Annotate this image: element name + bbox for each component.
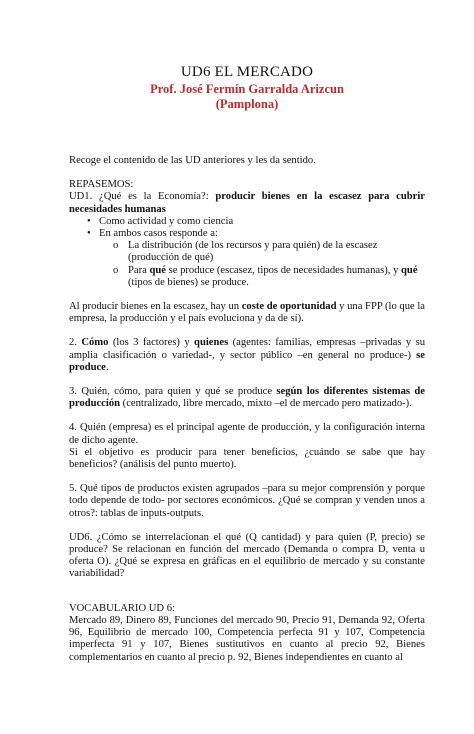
bold-term: Cómo: [81, 337, 109, 349]
intro-paragraph: Recoge el contenido de las UD anteriores y les da sentido.: [69, 155, 316, 166]
paragraph-3: [69, 386, 425, 410]
bullet-item: • En ambos casos responde a:: [69, 228, 425, 240]
subitem-text: (tipos de bienes) se produce.: [128, 276, 249, 288]
author-name: Prof. José Fermín Garralda Arizcun: [150, 82, 344, 96]
ud1-prefix: UD1. ¿Qué es la Economía?:: [69, 191, 216, 203]
paragraph-2: [69, 337, 425, 374]
subitem-bold: qué: [149, 264, 166, 276]
repasemos-heading: REPASEMOS:: [69, 179, 134, 191]
bold-term: quienes: [194, 337, 229, 349]
paragraph-coste-oportunidad: [69, 301, 425, 325]
text-run: (agentes: familias, empresas –privadas y su amplia clasificación o variedad-, y sector público –en general no produce-): [69, 337, 426, 361]
subitem-text: se produce (escasez, tipos de necesidades humanas), y: [165, 264, 402, 276]
paragraph-ud6: UD6. ¿Cómo se interrelacionan el qué (Q cantidad) y para quien (P, precio) se produce? Se relacionan en función del mercado (Demanda o compra D, venta u oferta O). ¿Qué se expresa en gráficas en el equilibrio de mercado y su constante variabilidad?: [69, 531, 425, 580]
vocabulary-heading: VOCABULARIO UD 6:: [69, 602, 175, 614]
bold-term: coste de oportunidad: [241, 301, 337, 313]
subitem-bold: qué: [401, 264, 418, 276]
text-run: 2.: [69, 337, 82, 349]
repasemos-subitems: [69, 240, 425, 289]
text-run: (centralizado, libre mercado, mixto –el de mercado pero matizado-).: [120, 398, 412, 410]
document-title: UD6 EL MERCADO: [180, 64, 314, 80]
text-run: .: [105, 361, 109, 373]
author-location: (Pamplona): [215, 97, 279, 111]
subitem-text: Para: [128, 264, 150, 276]
subitem-distribution: o La distribución (de los recursos y para quién) de la escasez (producción de qué): [69, 240, 425, 264]
bullet-item: • Como actividad y como ciencia: [69, 216, 425, 228]
paragraph-5: 5. Qué tipos de productos existen agrupados –para su mejor comprensión y porque todo depende de todo- por sectores económicos. ¿Qué se compran y venden unos a otros?: tablas de inputs-outputs.: [69, 483, 425, 519]
text-run: Al producir bienes en la escasez, hay un: [69, 301, 242, 313]
text-run: y una FPP (lo que la empresa, la producción y el país evoluciona y da de sí).: [69, 301, 426, 325]
ud1-paragraph: [69, 191, 425, 215]
text-run: (los 3 factores) y: [108, 337, 195, 349]
text-run: 3. Quién, cómo, para quien y qué se produce: [69, 386, 277, 398]
ud1-definition: producir bienes en la escasez para cubrir necesidades humanas: [69, 191, 425, 215]
bold-term: según los diferentes sistemas de producción: [69, 386, 425, 410]
vocabulary-text: Mercado 89, Dinero 89, Funciones del mercado 90, Precio 91, Demanda 92, Oferta 96, Equilibrio de mercado 100, Competencia perfecta 91 y 107, Competencia imperfecta 91 y 107, Bienes sustitutivos en cuanto al precio 92, Bienes complementarios en cuanto al precio p. 92, Bienes independientes en cuanto al: [69, 614, 425, 663]
document-page: [0, 64, 474, 734]
bold-term: se produce: [69, 349, 425, 373]
paragraph-4: 4. Quién (empresa) es el principal agente de producción, y la configuración interna de dicho agente.: [69, 422, 425, 446]
subitem-para-que: [69, 265, 425, 289]
repasemos-bullets: [69, 216, 425, 240]
paragraph-4-cont: Si el objetivo es producir para tener beneficios, ¿cuándo se sabe que hay beneficios? (análisis del punto muerto).: [69, 446, 425, 471]
